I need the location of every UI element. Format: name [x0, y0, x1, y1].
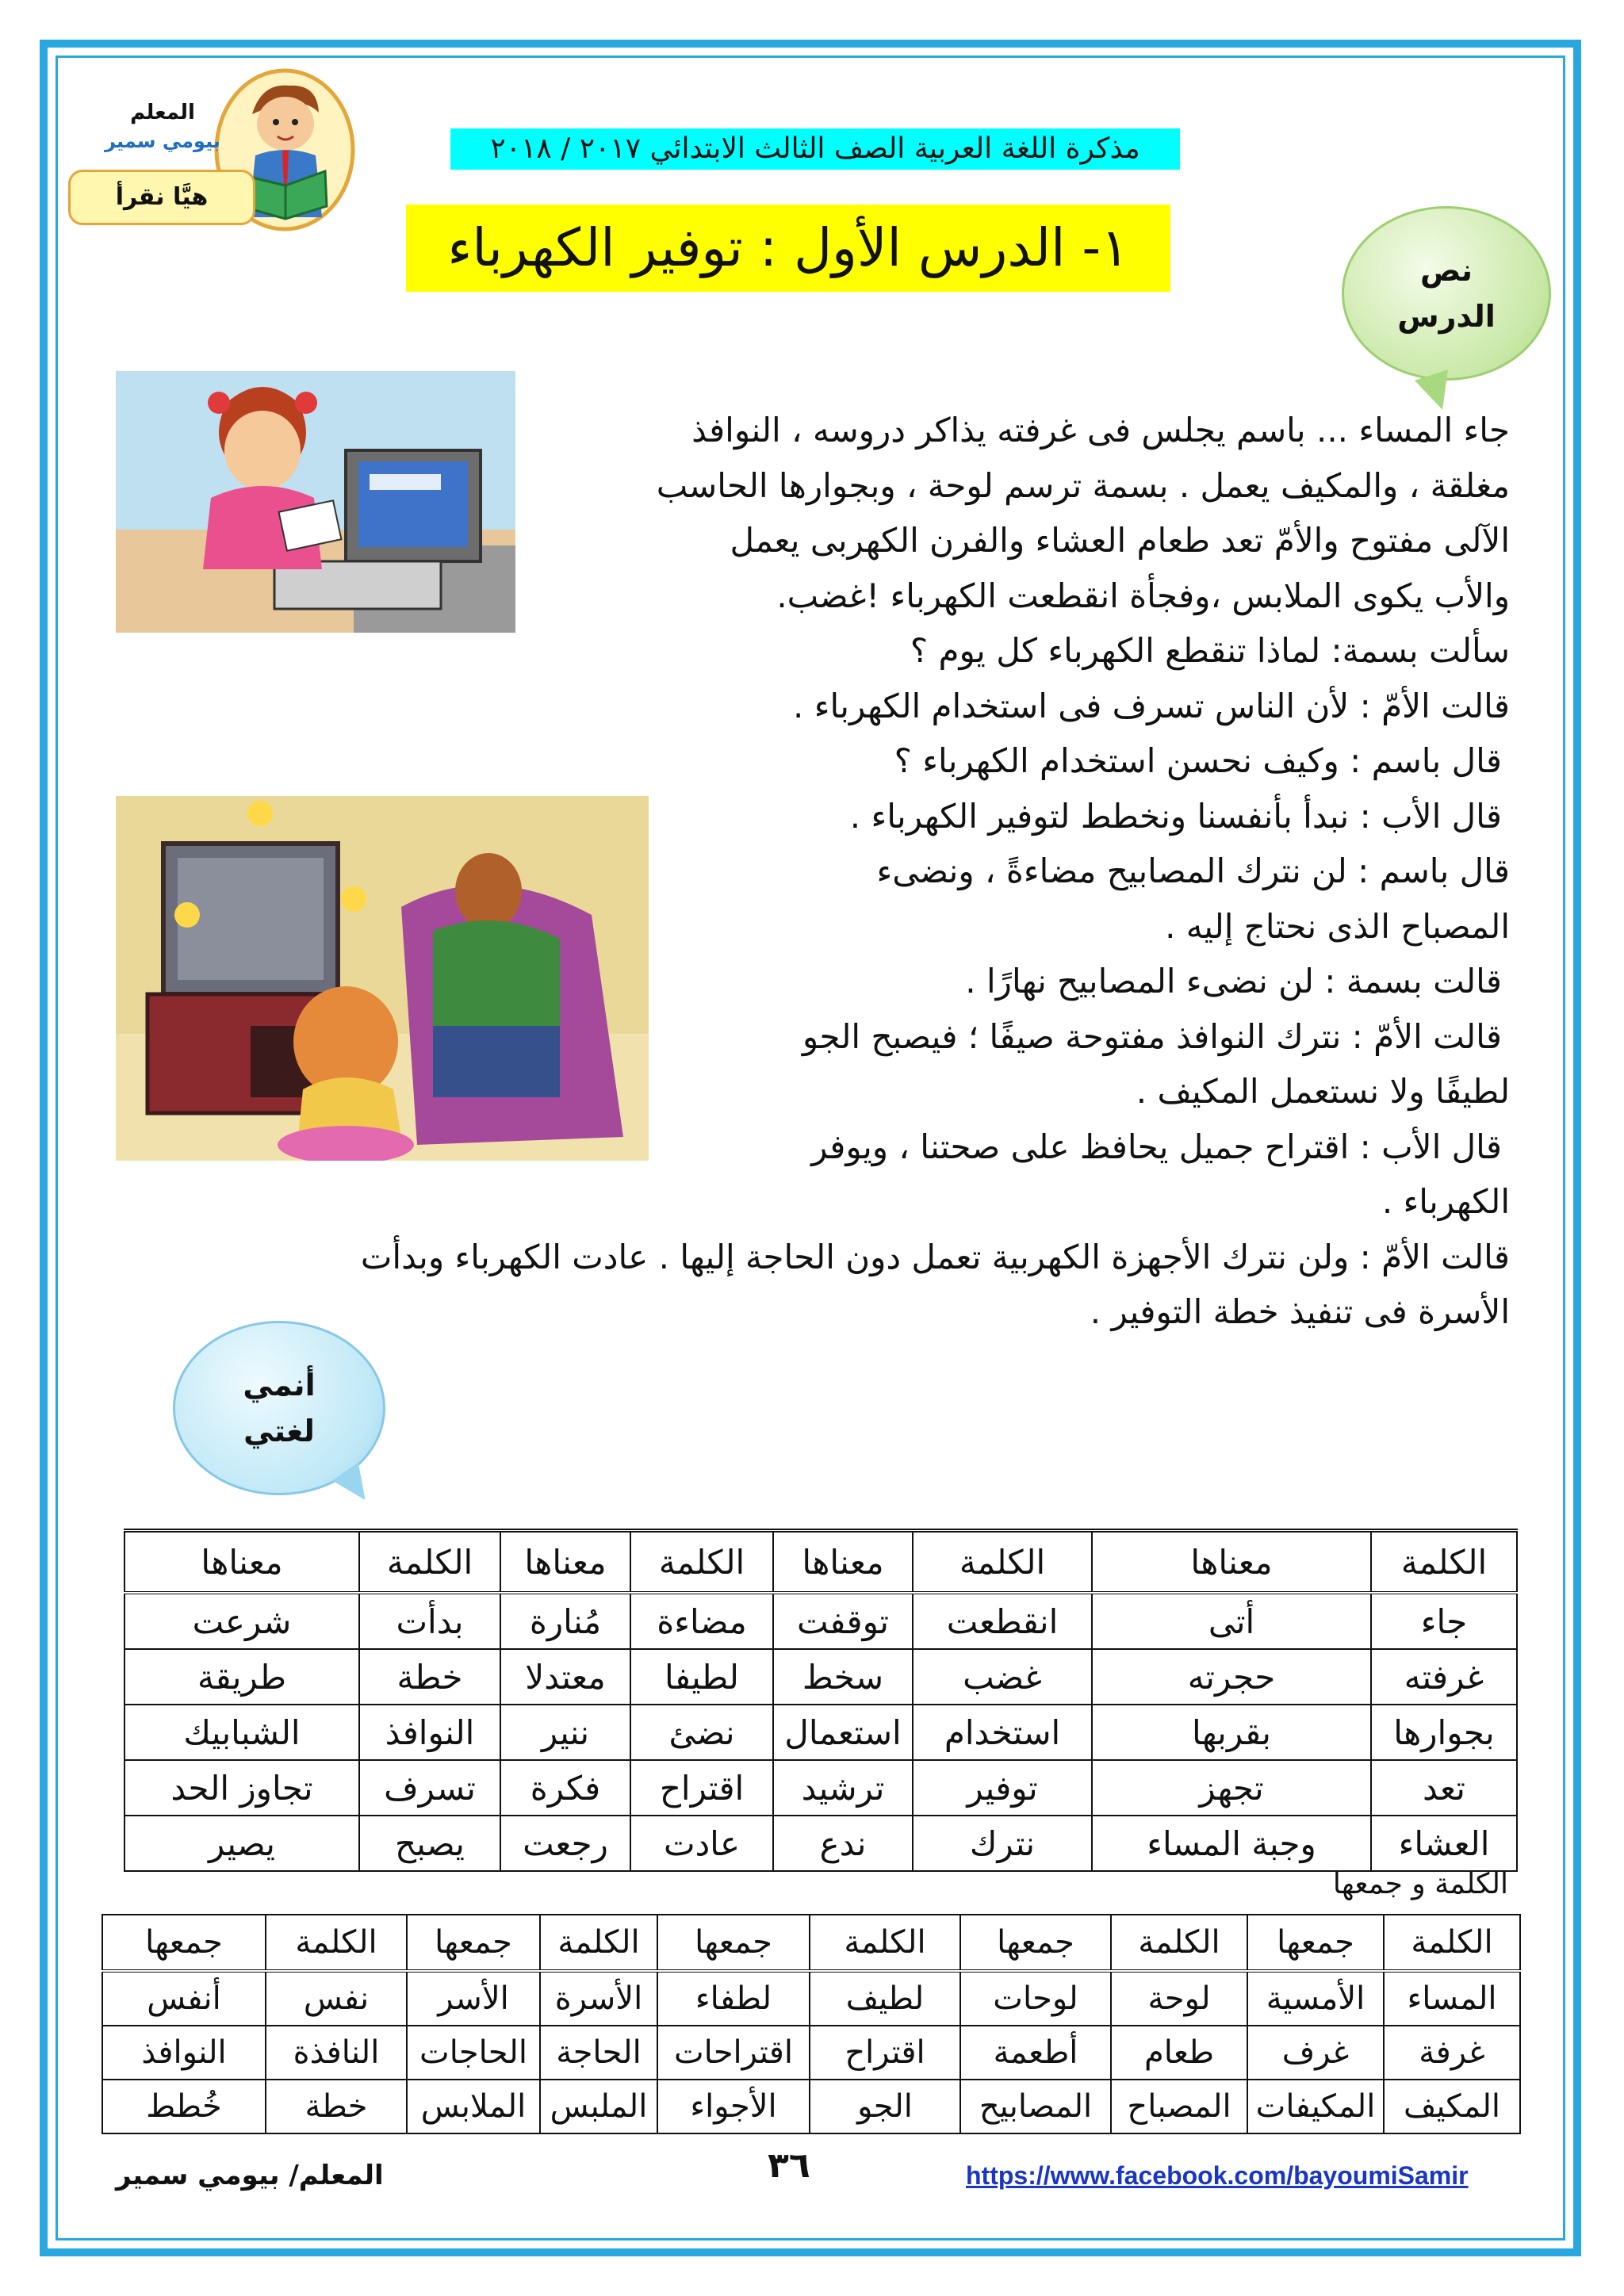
table-cell: الأمسية — [1247, 1971, 1384, 2026]
table-cell: الحاجات — [407, 2026, 540, 2080]
table-cell: ترشيد — [773, 1760, 913, 1816]
table-cell: أنفس — [102, 1971, 266, 2026]
table-cell: شرعت — [124, 1593, 359, 1649]
lesson-text-bubble: نص الدرس — [1342, 206, 1551, 381]
header-cell: جمعها — [1247, 1915, 1384, 1971]
header-cell: معناها — [773, 1531, 913, 1594]
table-cell: لوحات — [960, 1971, 1111, 2026]
story-line: المصباح الذى نحتاج إليه . — [1165, 906, 1510, 946]
table-cell: الأجواء — [657, 2080, 810, 2133]
story-line: جاء المساء ... باسم يجلس فى غرفته يذاكر دروسه ، النوافذ — [691, 411, 1510, 450]
table-cell: تسرف — [359, 1760, 500, 1816]
table-cell: سخط — [773, 1649, 913, 1705]
table-cell: الحاجة — [540, 2026, 657, 2080]
table-row — [124, 1649, 1517, 1705]
table-cell: خُطط — [102, 2080, 266, 2133]
teacher-stamp — [103, 98, 222, 155]
table-cell: المصابيح — [960, 2080, 1111, 2133]
table-cell: العشاء — [1371, 1816, 1517, 1871]
table-cell: يصير — [124, 1816, 359, 1871]
table-cell: خطة — [266, 2080, 407, 2133]
table-cell: مضاءة — [630, 1593, 773, 1649]
table-cell: حجرته — [1092, 1649, 1371, 1705]
vocabulary-table — [124, 1529, 1518, 1872]
table-cell: طعام — [1111, 2026, 1247, 2080]
story-line: لطيفًا ولا نستعمل المكيف . — [1136, 1072, 1510, 1111]
story-line: الأسرة فى تنفيذ خطة التوفير . — [1090, 1292, 1510, 1331]
lets-read-badge: هيَّا نقرأ — [68, 170, 255, 225]
plural-table — [102, 1914, 1521, 2134]
table-cell: لوحة — [1111, 1971, 1247, 2026]
table-cell: الشبابيك — [124, 1705, 359, 1760]
story-line: قال باسم : لن نترك المصابيح مضاءةً ، ونضىء — [876, 851, 1510, 890]
table-cell: لطيف — [810, 1971, 960, 2026]
header-cell: معناها — [500, 1531, 630, 1594]
table-cell: استخدام — [913, 1705, 1092, 1760]
lesson-story — [67, 403, 1510, 1340]
header-cell: الكلمة — [359, 1531, 500, 1594]
table-cell: يصبح — [359, 1816, 500, 1871]
table-cell: نترك — [913, 1816, 1092, 1871]
header-cell: الكلمة — [913, 1531, 1092, 1594]
table-cell: نفس — [266, 1971, 407, 2026]
teacher-title: المعلم — [130, 101, 195, 124]
table-header-row — [124, 1531, 1517, 1594]
table-cell: استعمال — [773, 1705, 913, 1760]
table-cell: تعد — [1371, 1760, 1517, 1816]
table-cell: خطة — [359, 1649, 500, 1705]
lesson-title: ١- الدرس الأول : توفير الكهرباء — [406, 205, 1170, 292]
header-cell: الكلمة — [810, 1915, 960, 1971]
table-cell: نضئ — [630, 1705, 773, 1760]
table-row — [124, 1705, 1517, 1760]
table-cell: توفير — [913, 1760, 1092, 1816]
table-cell: غضب — [913, 1649, 1092, 1705]
table-row — [124, 1816, 1517, 1871]
story-line: والأب يكوى الملابس ،وفجأة انقطعت الكهرباء !غضب. — [776, 576, 1510, 615]
table-cell: وجبة المساء — [1092, 1816, 1371, 1871]
table-cell: توقفت — [773, 1593, 913, 1649]
table-cell: ندع — [773, 1816, 913, 1871]
header-cell: الكلمة — [540, 1915, 657, 1971]
header-cell: الكلمة — [1371, 1531, 1517, 1594]
table-cell: ننير — [500, 1705, 630, 1760]
table-row — [124, 1760, 1517, 1816]
table-cell: تجهز — [1092, 1760, 1371, 1816]
table-cell: الملابس — [407, 2080, 540, 2133]
footer-teacher: المعلم/ بيومي سمير — [116, 2160, 384, 2191]
header-cell: الكلمة — [1384, 1915, 1520, 1971]
table-header-row — [102, 1915, 1520, 1971]
table-cell: معتدلا — [500, 1649, 630, 1705]
table-cell: بقربها — [1092, 1705, 1371, 1760]
table-cell: غرفته — [1371, 1649, 1517, 1705]
table-cell: النوافذ — [359, 1705, 500, 1760]
table-cell: الأسر — [407, 1971, 540, 2026]
table-cell: انقطعت — [913, 1593, 1092, 1649]
header-cell: معناها — [1092, 1531, 1371, 1594]
table-cell: الجو — [810, 2080, 960, 2133]
table-cell: النافذة — [266, 2026, 407, 2080]
table-cell: طريقة — [124, 1649, 359, 1705]
page-number: ٣٦ — [768, 2145, 810, 2186]
story-line: مغلقة ، والمكيف يعمل . بسمة ترسم لوحة ، وبجوارها الحاسب — [656, 465, 1510, 505]
table-row — [102, 2026, 1520, 2080]
table-cell: بجوارها — [1371, 1705, 1517, 1760]
story-line: قالت الأمّ : نترك النوافذ مفتوحة صيفًا ؛ فيصبح الجو — [802, 1016, 1502, 1056]
story-line: قال باسم : وكيف نحسن استخدام الكهرباء ؟ — [894, 741, 1502, 780]
table-cell: النوافذ — [102, 2026, 266, 2080]
table-cell: عادت — [630, 1816, 773, 1871]
header-cell: جمعها — [102, 1915, 266, 1971]
table-cell: بدأت — [359, 1593, 500, 1649]
table-row — [124, 1593, 1517, 1649]
vocabulary-bubble: أنمي لغتي — [173, 1321, 385, 1495]
table-cell: المساء — [1384, 1971, 1520, 2026]
teacher-name: بيومي سمير — [105, 130, 220, 152]
plural-table-caption: الكلمة و جمعها — [1332, 1868, 1508, 1900]
table-cell: المصباح — [1111, 2080, 1247, 2133]
table-cell: الأسرة — [540, 1971, 657, 2026]
table-cell: المكيفات — [1247, 2080, 1384, 2133]
story-line: سألت بسمة: لماذا تنقطع الكهرباء كل يوم ؟ — [910, 631, 1510, 670]
story-line: الآلى مفتوح والأمّ تعد طعام العشاء والفرن الكهربى يعمل — [730, 521, 1510, 560]
story-line: قالت بسمة : لن نضىء المصابيح نهارًا . — [965, 962, 1502, 1001]
story-line: قالت الأمّ : لأن الناس تسرف فى استخدام الكهرباء . — [793, 686, 1510, 725]
table-cell: غرفة — [1384, 2026, 1520, 2080]
story-line: قال الأب : اقتراح جميل يحافظ على صحتنا ، ويوفر — [811, 1127, 1502, 1166]
table-cell: فكرة — [500, 1760, 630, 1816]
table-cell: أطعمة — [960, 2026, 1111, 2080]
table-cell: المكيف — [1384, 2080, 1520, 2133]
page-header-banner: مذكرة اللغة العربية الصف الثالث الابتدائي ٢٠١٧ / ٢٠١٨ — [450, 128, 1180, 170]
header-cell: جمعها — [960, 1915, 1111, 1971]
table-cell: اقتراح — [810, 2026, 960, 2080]
header-cell: معناها — [124, 1531, 359, 1594]
table-cell: أتى — [1092, 1593, 1371, 1649]
table-cell: لطفاء — [657, 1971, 810, 2026]
table-row — [102, 2080, 1520, 2133]
table-cell: تجاوز الحد — [124, 1760, 359, 1816]
table-cell: غرف — [1247, 2026, 1384, 2080]
table-cell: الملبس — [540, 2080, 657, 2133]
table-cell: اقتراحات — [657, 2026, 810, 2080]
header-cell: الكلمة — [266, 1915, 407, 1971]
story-line: قال الأب : نبدأ بأنفسنا ونخطط لتوفير الكهرباء . — [849, 796, 1502, 836]
table-row — [102, 1971, 1520, 2026]
table-cell: اقتراح — [630, 1760, 773, 1816]
header-cell: جمعها — [407, 1915, 540, 1971]
table-cell: جاء — [1371, 1593, 1517, 1649]
table-cell: لطيفا — [630, 1649, 773, 1705]
facebook-link[interactable]: https://www.facebook.com/bayoumiSamir — [966, 2161, 1469, 2190]
story-line: الكهرباء . — [1381, 1182, 1510, 1221]
story-line: قالت الأمّ : ولن نترك الأجهزة الكهربية تعمل دون الحاجة إليها . عادت الكهرباء وبدأت — [360, 1237, 1510, 1276]
header-cell: الكلمة — [630, 1531, 773, 1594]
header-cell: جمعها — [657, 1915, 810, 1971]
header-cell: الكلمة — [1111, 1915, 1247, 1971]
table-cell: رجعت — [500, 1816, 630, 1871]
table-cell: مُنارة — [500, 1593, 630, 1649]
